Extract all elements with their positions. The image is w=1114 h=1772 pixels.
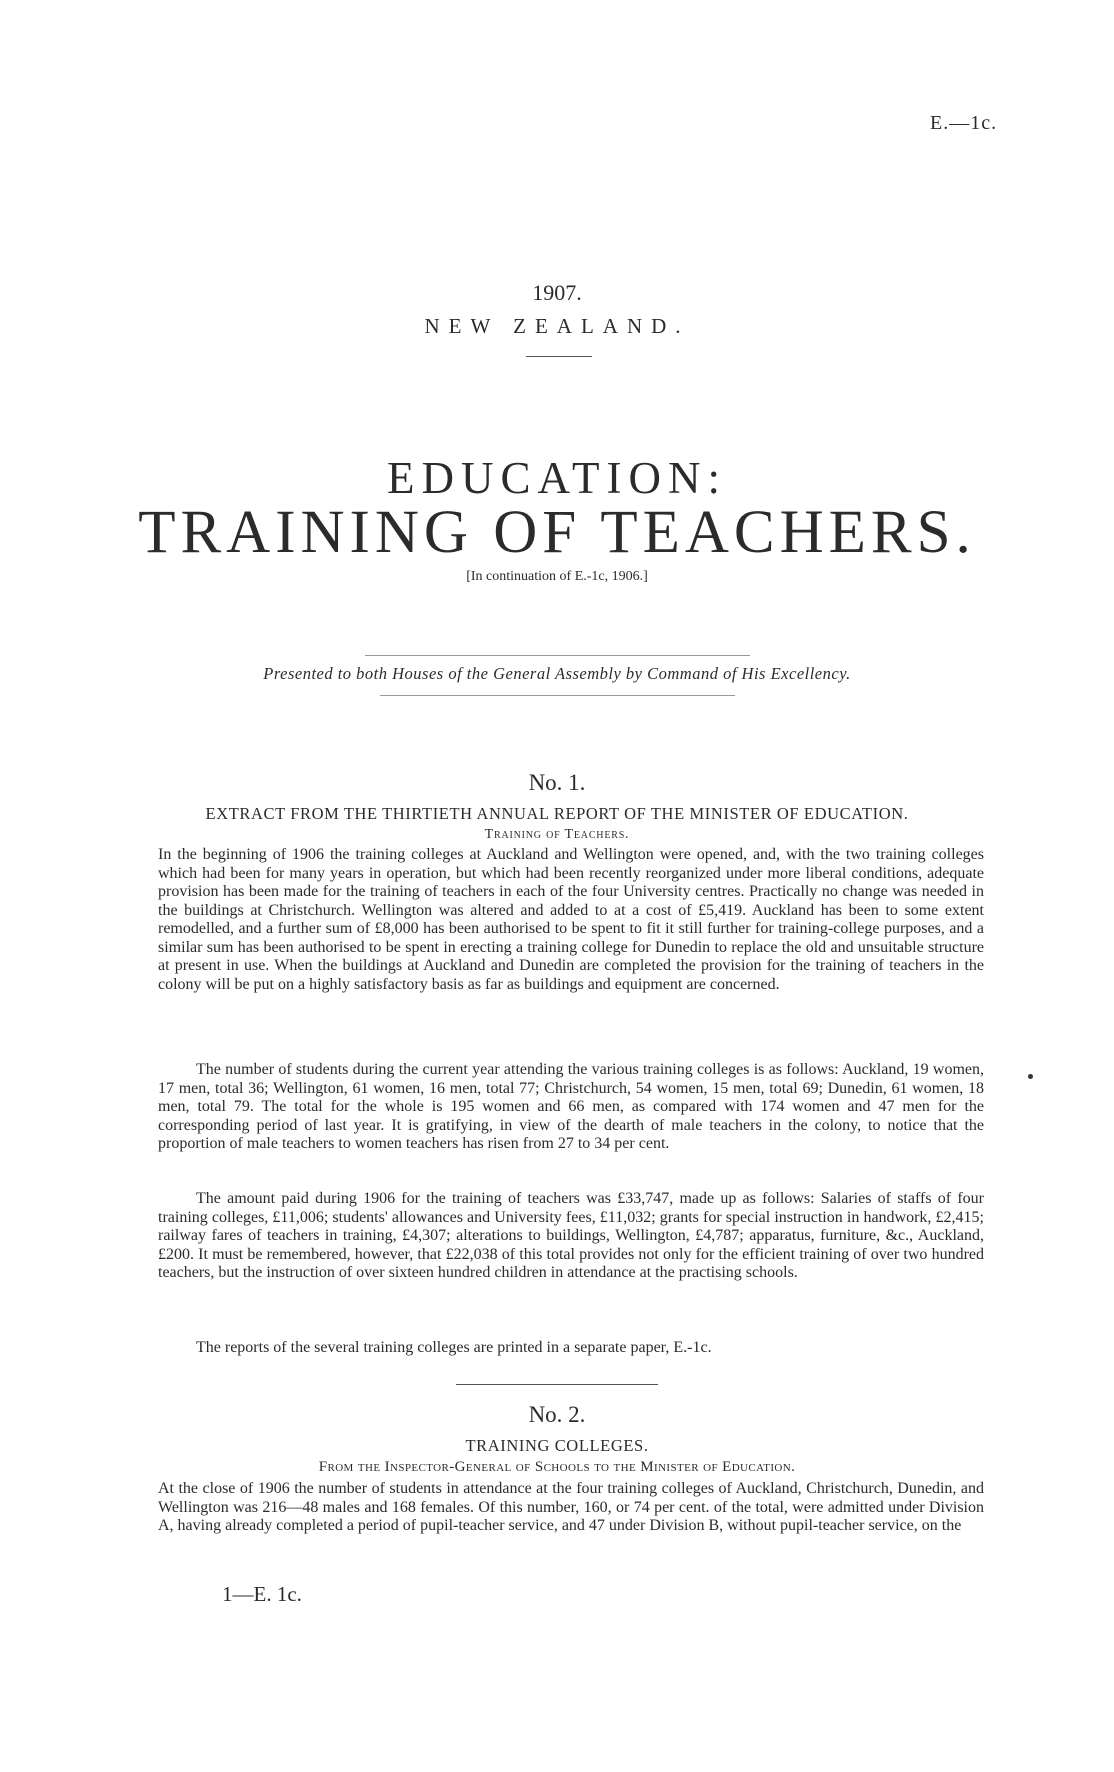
title-line-2: TRAINING OF TEACHERS. bbox=[138, 499, 976, 566]
section-2-heading: TRAINING COLLEGES. bbox=[465, 1436, 649, 1455]
document-year: 1907. bbox=[532, 280, 582, 305]
page-signature: 1—E. 1c. bbox=[222, 1582, 302, 1606]
section-2-paragraph: At the close of 1906 the number of students in attendance at the four training colleges of Auckland, Christchurch, Dunedin, and Wellington was 216—48 males and 168 females. Of this number, 160, or 74 per cent. of the total, were admitted under Division A, having already completed a period of pupil-teacher service, and 47 under Division B, without pupil-teacher service, on the bbox=[158, 1480, 984, 1534]
divider bbox=[380, 695, 735, 696]
country-name: NEW ZEALAND. bbox=[424, 314, 690, 338]
section-2-from-line: From the Inspector-General of Schools to the Minister of Education. bbox=[318, 1459, 796, 1475]
divider bbox=[526, 356, 592, 357]
divider bbox=[456, 1384, 658, 1385]
presented-line: Presented to both Houses of the General Assembly by Command of His Excellency. bbox=[263, 664, 851, 683]
document-reference: E.—1c. bbox=[930, 112, 998, 134]
margin-mark bbox=[1028, 1074, 1033, 1079]
section-2-number: No. 2. bbox=[528, 1402, 586, 1427]
section-1-subheading: Training of Teachers. bbox=[484, 827, 630, 842]
section-1-number: No. 1. bbox=[528, 770, 586, 795]
section-1-paragraph: The amount paid during 1906 for the training of teachers was £33,747, made up as follows: Salaries of staffs of four training colleges, £11,006; students' allowances and University fees, £11,032; grants for special instruction in handwork, £2,415; railway fares of teachers in training, £4,307; alterations to buildings, Wellington, £4,787; apparatus, furniture, &c., Auckland, £200. It must be remembered, however, that £22,038 of this total provides not only for the efficient training of over two hundred teachers, but the instruction of over sixteen hundred children in attendance at the practising schools. bbox=[158, 1190, 984, 1281]
continuation-note: [In continuation of E.-1c, 1906.] bbox=[466, 569, 648, 584]
divider bbox=[365, 655, 750, 656]
section-1-paragraph: The reports of the several training colleges are printed in a separate paper, E.-1c. bbox=[196, 1339, 712, 1356]
section-1-paragraph: The number of students during the current year attending the various training colleges is as follows: Auckland, 19 women, 17 men, total 36; Wellington, 61 women, 16 men, total 77; Christchurch, 54 women, 15 men, total 69; Dunedin, 61 women, 18 men, total 79. The total for the whole is 195 women and 66 men, as compared with 174 women and 47 men for the corresponding period of last year. It is gratifying, in view of the dearth of male teachers in the colony, to notice that the proportion of male teachers to women teachers has risen from 27 to 34 per cent. bbox=[158, 1061, 984, 1152]
section-1-heading: EXTRACT FROM THE THIRTIETH ANNUAL REPORT OF THE MINISTER OF EDUCATION. bbox=[205, 804, 909, 823]
section-1-paragraph: In the beginning of 1906 the training colleges at Auckland and Wellington were opened, and, with the two training colleges which had been for many years in operation, but which had been recently reorganized under more liberal conditions, adequate provision has been made for the training of teachers in each of the four University centres. Practically no change was needed in the buildings at Christchurch. Wellington was altered and added to at a cost of £5,419. Auckland has been to some extent remodelled, and a further sum of £8,000 has been authorised to be spent to fit it still further for training-college purposes, and a similar sum has been authorised to be spent in erecting a training college for Dunedin to replace the old and unsuitable structure at present in use. When the buildings at Auckland and Dunedin are completed the provision for the training of teachers in the colony will be put on a highly satisfactory basis as far as buildings and equipment are concerned. bbox=[158, 846, 984, 993]
title-line-1: EDUCATION: bbox=[387, 453, 727, 503]
